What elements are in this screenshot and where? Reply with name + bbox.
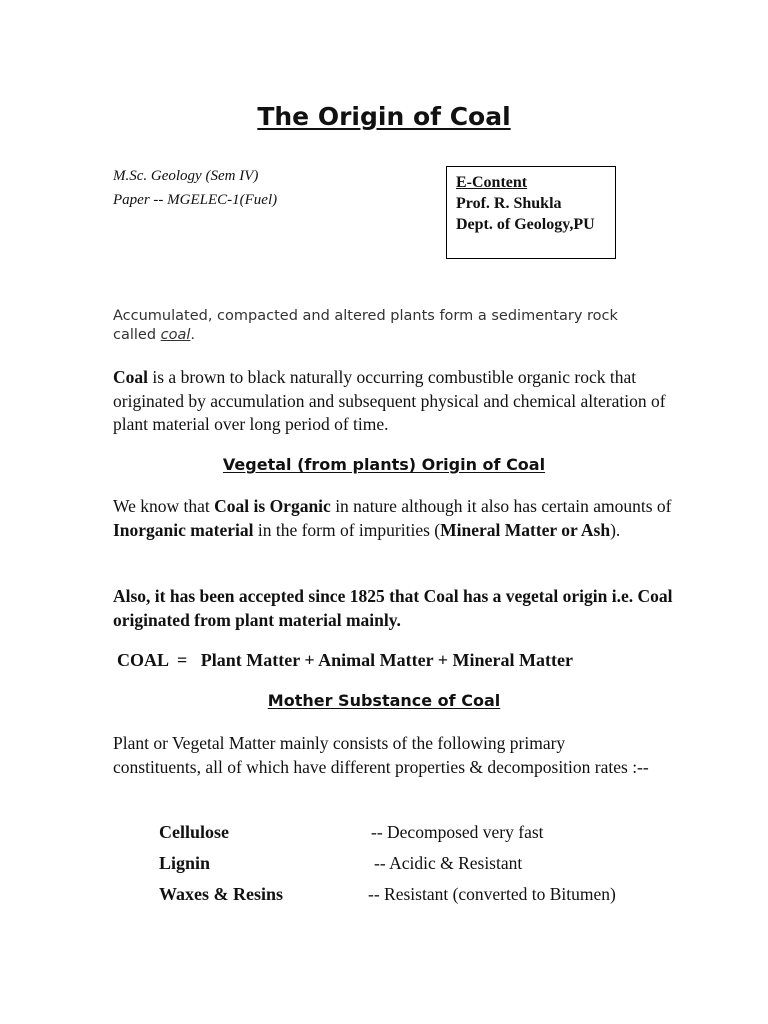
coal-formula: COAL = Plant Matter + Animal Matter + Mineral Matter: [117, 650, 573, 670]
organic-text-1: We know that: [113, 496, 215, 516]
organic-text-3: in the form of impurities (: [253, 519, 441, 540]
constituent-desc: -- Decomposed very fast: [371, 822, 544, 842]
organic-text-4: ).: [610, 519, 621, 540]
heading-mother-substance: Mother Substance of Coal: [267, 691, 501, 710]
paper-label: Paper -- MGELEC-1(Fuel): [113, 192, 278, 208]
econtent-author: Prof. R. Shukla: [456, 195, 562, 212]
constituents-paragraph: Plant or Vegetal Matter mainly consists of the following primary constituents, all of which have different properties & decomposition rates :--: [113, 733, 649, 777]
constituent-name: Waxes & Resins: [159, 884, 284, 904]
definition-term: Coal: [113, 367, 148, 387]
definition-text: is a brown to black naturally occurring combustible organic rock that originated by accumulation and subsequent physical and chemical alteration of plant material over long period of time.: [113, 367, 666, 434]
accepted-paragraph: Also, it has been accepted since 1825 that Coal has a vegetal origin i.e. Coal originated from plant material mainly.: [113, 586, 673, 630]
constituent-desc: -- Acidic & Resistant: [374, 853, 523, 873]
organic-bold-2: Inorganic material: [113, 519, 254, 540]
constituent-name: Lignin: [159, 853, 211, 873]
econtent-label: E-Content: [456, 174, 528, 191]
constituent-name: Cellulose: [159, 822, 229, 842]
course-label: M.Sc. Geology (Sem IV): [113, 168, 259, 184]
page-title: The Origin of Coal: [257, 102, 511, 131]
definition-paragraph: [113, 366, 673, 437]
organic-text-2: in nature although it also has certain amounts of: [330, 496, 672, 516]
organic-paragraph: [113, 495, 673, 542]
constituent-desc: -- Resistant (converted to Bitumen): [368, 884, 616, 904]
organic-bold-3: Mineral Matter or Ash: [440, 519, 611, 540]
intro-term: coal: [160, 327, 191, 343]
organic-bold-1: Coal is Organic: [214, 496, 331, 516]
intro-paragraph: [113, 307, 633, 345]
heading-vegetal-origin: Vegetal (from plants) Origin of Coal: [222, 455, 546, 474]
econtent-dept: Dept. of Geology,PU: [456, 216, 595, 233]
intro-text: Accumulated, compacted and altered plants form a sedimentary rock called: [113, 308, 618, 343]
econtent-box: [446, 166, 616, 259]
intro-end: .: [190, 327, 196, 343]
